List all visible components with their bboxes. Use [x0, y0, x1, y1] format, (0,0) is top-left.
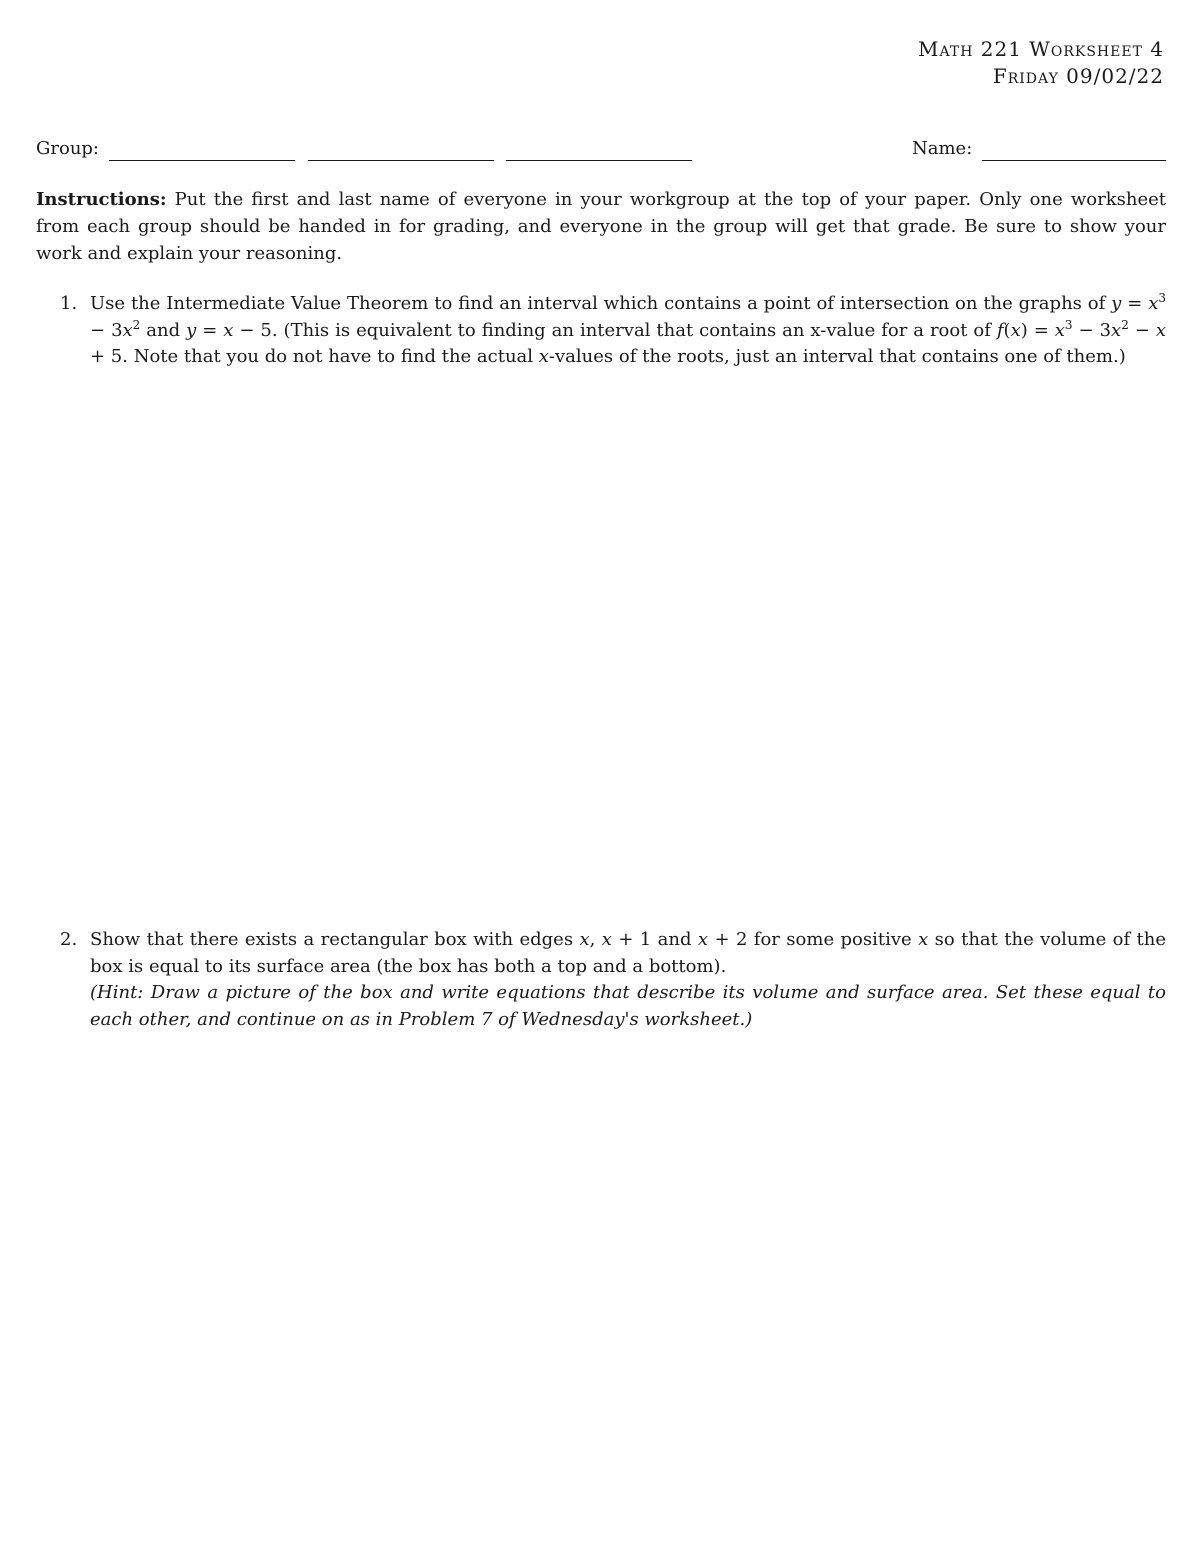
text-segment: . (This is equivalent to finding an interval that contains an x-value for a root of	[271, 319, 997, 341]
equation-curve-1: $y = x^3 - 3x^2$	[90, 291, 1167, 341]
group-label: Group:	[36, 138, 99, 159]
group-member-blank-2[interactable]	[308, 160, 494, 161]
hint-text: (Hint: Draw a picture of the box and write equations that describe its volume and surface area. Set these equal to each other, and continue on as in Problem 7 of Wednesday's worksheet.)	[90, 982, 1166, 1030]
worksheet-date: Friday 09/02/22	[992, 64, 1164, 88]
instructions-text: Put the first and last name of everyone in your workgroup at the top of your paper. Only one worksheet from each group should be handed in for grading, and everyone in the group will get that grade. Be sure to show your work and explain your reasoning.	[36, 189, 1166, 264]
group-row	[36, 138, 1166, 164]
problem-number: 1.	[60, 293, 78, 314]
problem-text	[90, 291, 1166, 371]
text-segment: Use the Intermediate Value Theorem to find an interval which contains a point of intersection on the graphs of	[90, 293, 1112, 314]
text-segment: and	[651, 929, 698, 950]
text-segment: -values of the roots, just an interval that contains one of them.)	[548, 346, 1126, 367]
header	[918, 36, 1164, 90]
problem-1	[60, 291, 1166, 371]
text-segment: . Note that you do not have to find the actual	[122, 346, 539, 367]
instructions	[36, 186, 1166, 267]
problem-number: 2.	[60, 929, 78, 950]
text-segment: ,	[589, 929, 602, 950]
name-label: Name:	[912, 138, 973, 159]
course-title: Math 221 Worksheet 4	[918, 37, 1164, 61]
variable-x: x	[918, 929, 929, 950]
name-blank[interactable]	[982, 160, 1166, 161]
edge-x: x	[579, 929, 590, 950]
instructions-label: Instructions:	[36, 189, 167, 210]
text-segment: Show that there exists a rectangular box with edges	[90, 929, 580, 950]
text-segment: so that the volume of the box is equal to its surface area (the box has both a top and a bottom).	[90, 929, 1167, 977]
group-member-blank-1[interactable]	[109, 160, 295, 161]
equation-function: $f(x) = x^3 - 3x^2 - x + 5$	[90, 317, 1166, 367]
variable-x: x	[538, 346, 549, 367]
edge-x-plus-2: x + 2	[697, 929, 748, 950]
edge-x-plus-1: x + 1	[601, 929, 652, 950]
equation-curve-2: y = x − 5	[186, 319, 272, 341]
text-segment: and	[140, 319, 187, 341]
problem-2	[60, 927, 1166, 1033]
problem-text	[90, 927, 1166, 1033]
group-member-blank-3[interactable]	[506, 160, 692, 161]
text-segment: for some positive	[747, 929, 919, 950]
